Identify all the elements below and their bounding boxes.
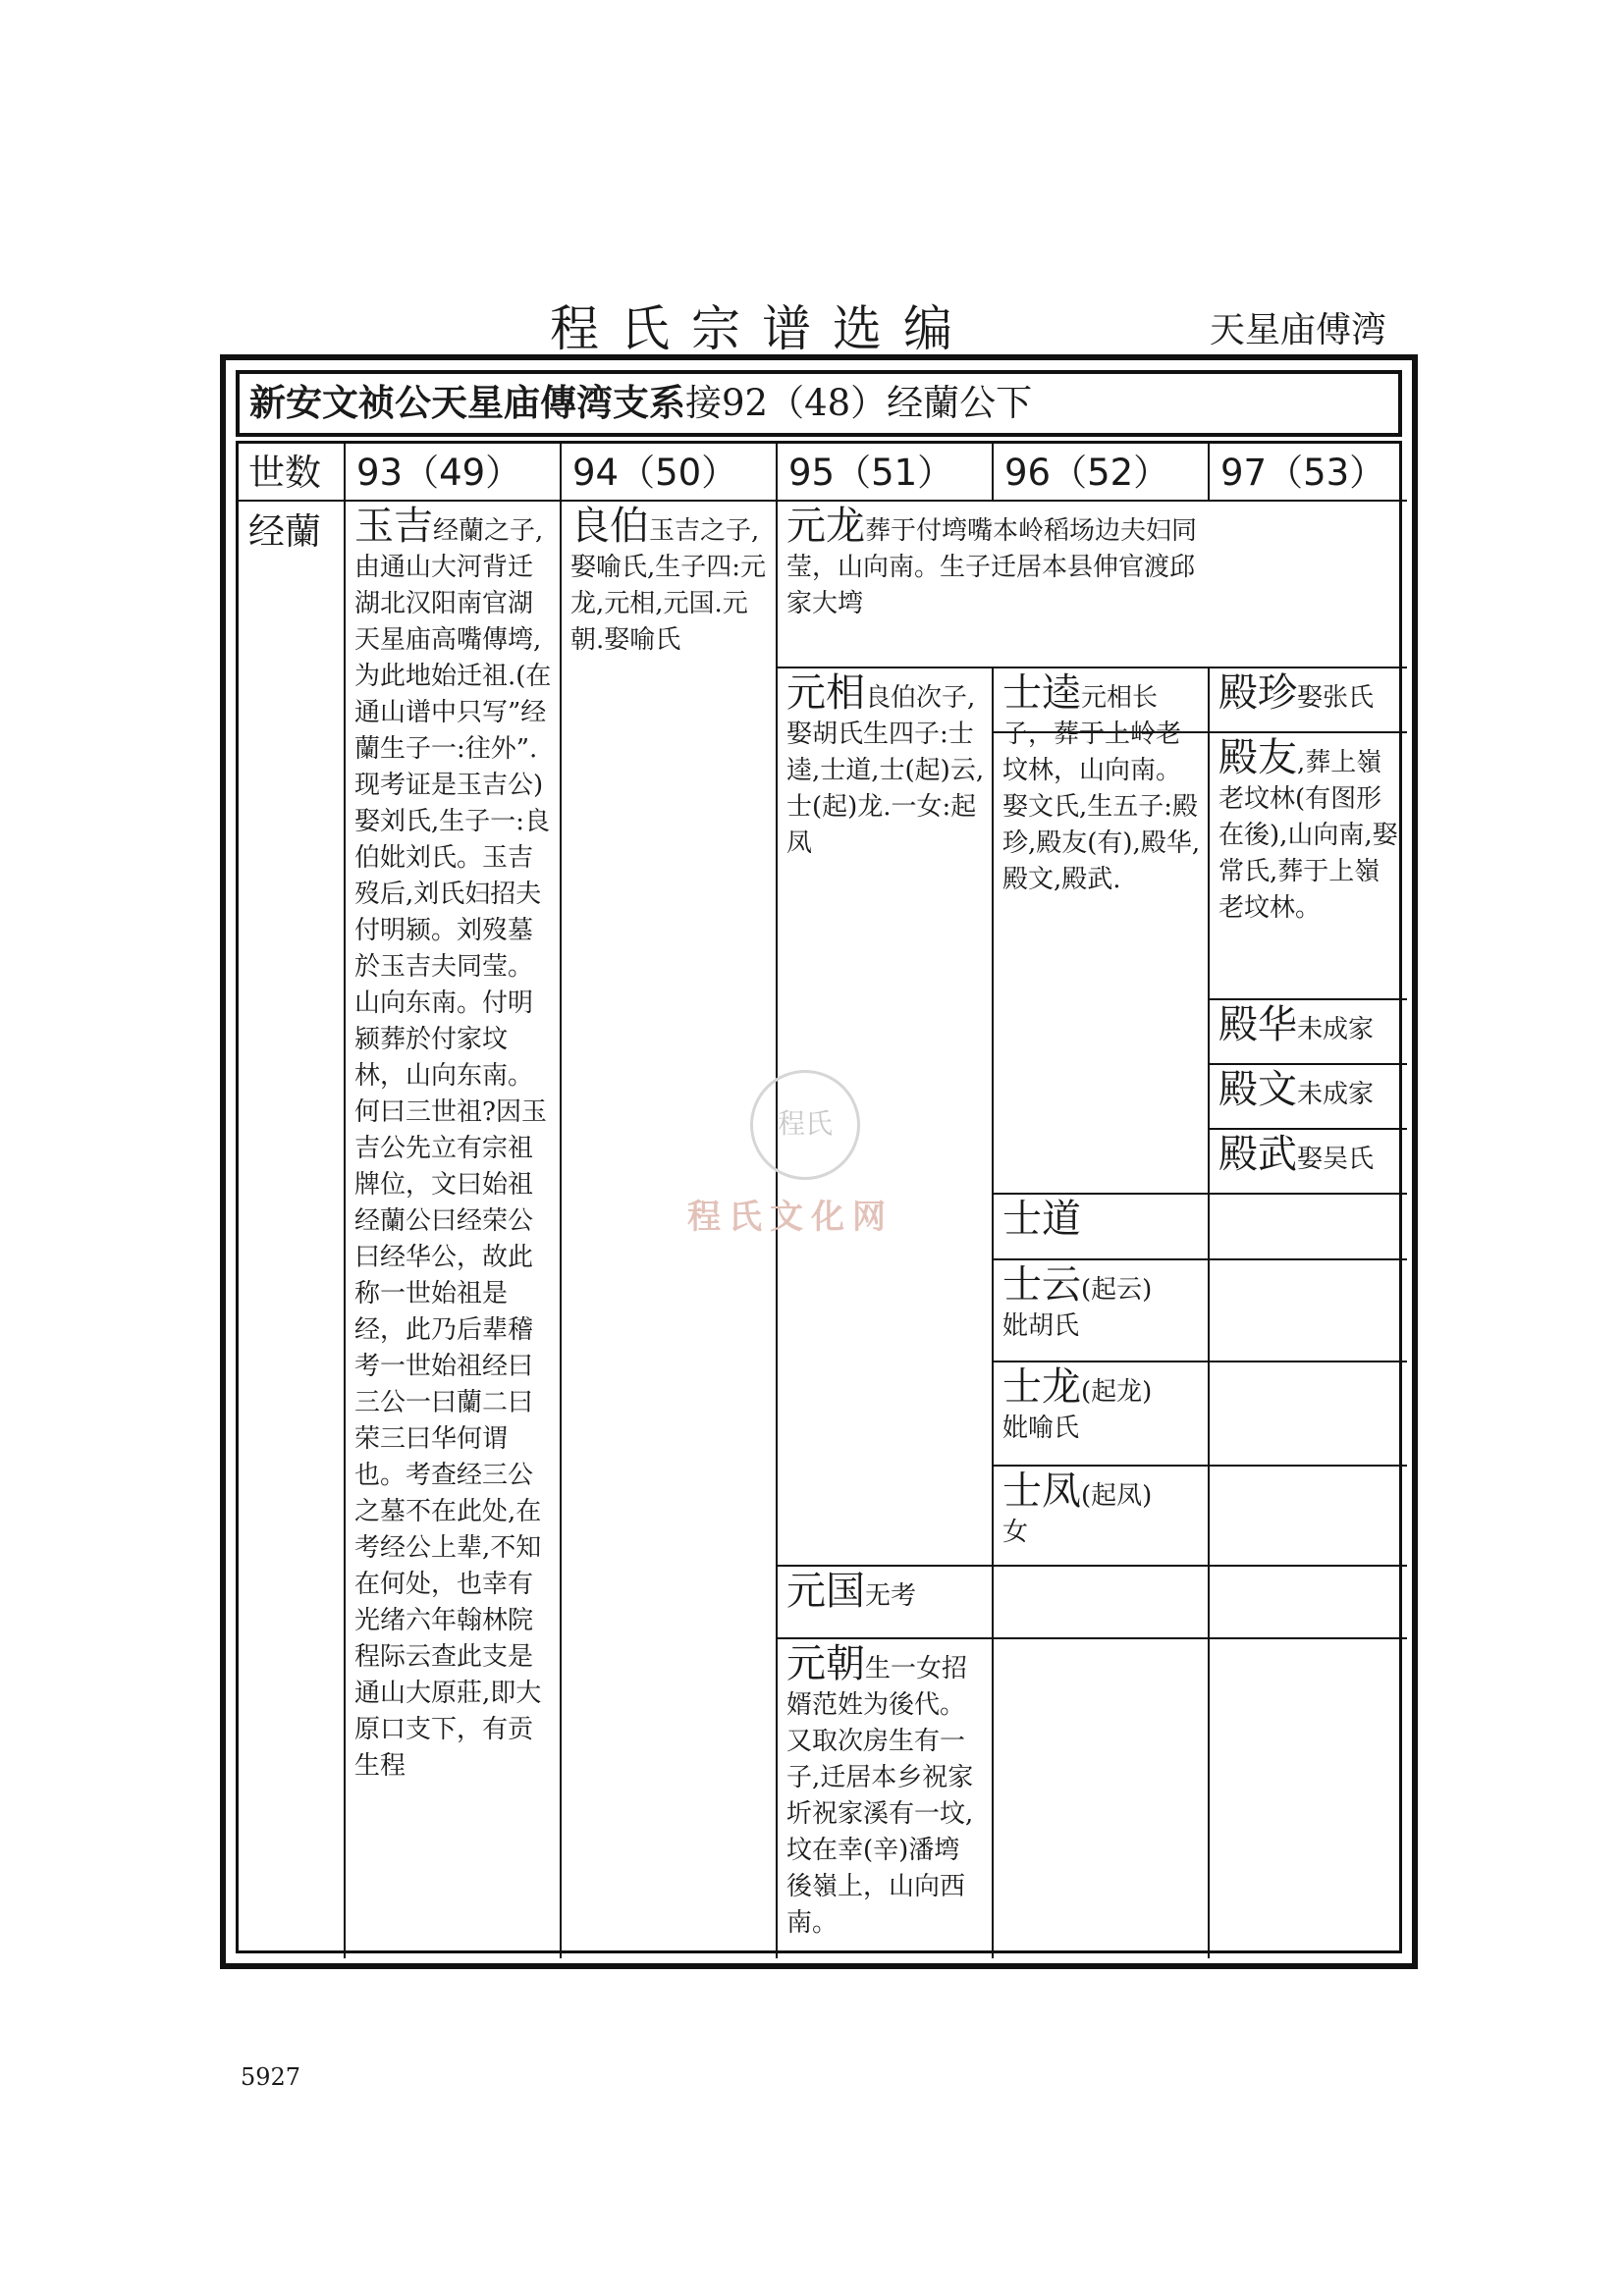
entry-dianzhen [1218,670,1401,717]
person-notes: 女 [1002,1518,1029,1547]
column-header-97: 97（53） [1220,452,1386,494]
person-name: 元国 [786,1569,865,1614]
branch-banner [236,370,1402,437]
branch-link: 接92（48）经蘭公下 [685,382,1033,424]
person-alias: (起云) [1081,1275,1153,1305]
entry-yuanguo [786,1569,985,1615]
entry-shiyun [1002,1262,1201,1345]
person-notes: 未成家 [1297,1015,1375,1044]
entry-liangbo [570,504,769,659]
entry-dianwen [1218,1067,1401,1113]
person-name: 殿华 [1218,1002,1297,1047]
page-subtitle: 天星庙傅湾 [1210,310,1387,350]
column-header-generation: 世数 [248,452,321,494]
person-notes: 生一女招婿范姓为後代。又取次房生有一子,迁居本乡祝家圻祝家溪有一坟,坟在幸(辛)潘塆後嶺上，山向西南。 [786,1654,974,1938]
entry-dianwu [1218,1132,1401,1178]
person-notes: 娶张氏 [1297,683,1375,713]
entry-shidao [1002,1197,1201,1243]
column-header-95: 95（51） [788,452,954,494]
person-name: 士道 [1002,1197,1081,1242]
person-name: 殿文 [1218,1067,1297,1112]
row-label: 经蘭 [248,510,321,553]
person-name: 良伯 [570,504,649,549]
entry-yuji [354,504,553,1785]
person-name: 士凤 [1002,1468,1081,1514]
entry-dianyou [1218,735,1401,927]
column-header-96: 96（52） [1004,452,1170,494]
person-notes: 无考 [865,1581,917,1611]
entry-yuanlong [786,504,1203,622]
person-name: 士云 [1002,1262,1081,1308]
person-notes: 妣胡氏 [1002,1311,1080,1341]
person-notes: 妣喻氏 [1002,1414,1080,1443]
entry-yuanxiang [786,670,985,862]
seal-stamp: 程氏 [750,1070,860,1180]
person-notes: 元相长子，葬于上岭老坟林，山向南。娶文氏,生五子:殿珍,殿友(有),殿华,殿文,殿武. [1002,683,1201,894]
page-title: 程氏宗谱选编 [550,300,974,357]
person-alias: (起凤) [1081,1481,1153,1511]
watermark: 程氏文化网 [687,1198,893,1237]
entry-shilong [1002,1364,1201,1447]
column-header-93: 93（49） [356,452,522,494]
person-notes: 良伯次子,娶胡氏生四子:士逵,士道,士(起)云,士(起)龙.一女:起凤 [786,683,985,858]
entry-dianhua [1218,1002,1401,1048]
person-notes: 经蘭之子,由通山大河背迁湖北汉阳南官湖天星庙高嘴傳塆,为此地始迁祖.(在通山谱中只写”经蘭生子一:往外”.现考证是玉吉公)娶刘氏,生子一:良伯妣刘氏。玉吉歿后,刘氏妇招夫付明颍。刘歿墓於玉吉夫同莹。山向东南。付明颍葬於付家坟林，山向东南。何曰三世祖?因玉吉公先立有宗祖牌位，文曰始祖经蘭公曰经荣公曰经华公，故此称一世始祖是经，此乃后辈稽考一世始祖经曰三公一曰蘭二曰荣三曰华何谓也。考查经三公之墓不在此处,在考经公上辈,不知在何处，也幸有光绪六年翰林院程际云查此支是通山大原莊,即大原口支下，有贡生程 [354,516,552,1781]
column-header-94: 94（50） [572,452,738,494]
person-notes: 葬于付塆嘴本岭稻场边夫妇同莹，山向南。生子迁居本县伸官渡邱家大塆 [786,516,1198,618]
person-name: 殿武 [1218,1132,1297,1177]
person-notes: ,葬上嶺老坟林(有图形在後),山向南,娶常氏,葬于上嶺老坟林。 [1218,748,1398,923]
person-notes: 娶吴氏 [1297,1145,1375,1174]
person-alias: (起龙) [1081,1377,1153,1407]
person-name: 士龙 [1002,1364,1081,1410]
branch-title: 新安文祯公天星庙傳湾支系 [249,382,685,424]
person-notes: 玉吉之子,娶喻氏,生子四:元龙,元相,元国.元朝.娶喻氏 [570,516,767,655]
page-number: 5927 [241,2063,301,2091]
person-name: 殿友 [1218,735,1297,780]
entry-shikui [1002,670,1201,898]
person-name: 元龙 [786,504,865,549]
person-name: 士逵 [1002,670,1081,716]
person-name: 元相 [786,670,865,716]
entry-yuanchao [786,1641,985,1942]
person-notes: 未成家 [1297,1080,1375,1109]
person-name: 元朝 [786,1641,865,1686]
entry-shifeng [1002,1468,1201,1551]
person-name: 殿珍 [1218,670,1297,716]
person-name: 玉吉 [354,504,433,549]
